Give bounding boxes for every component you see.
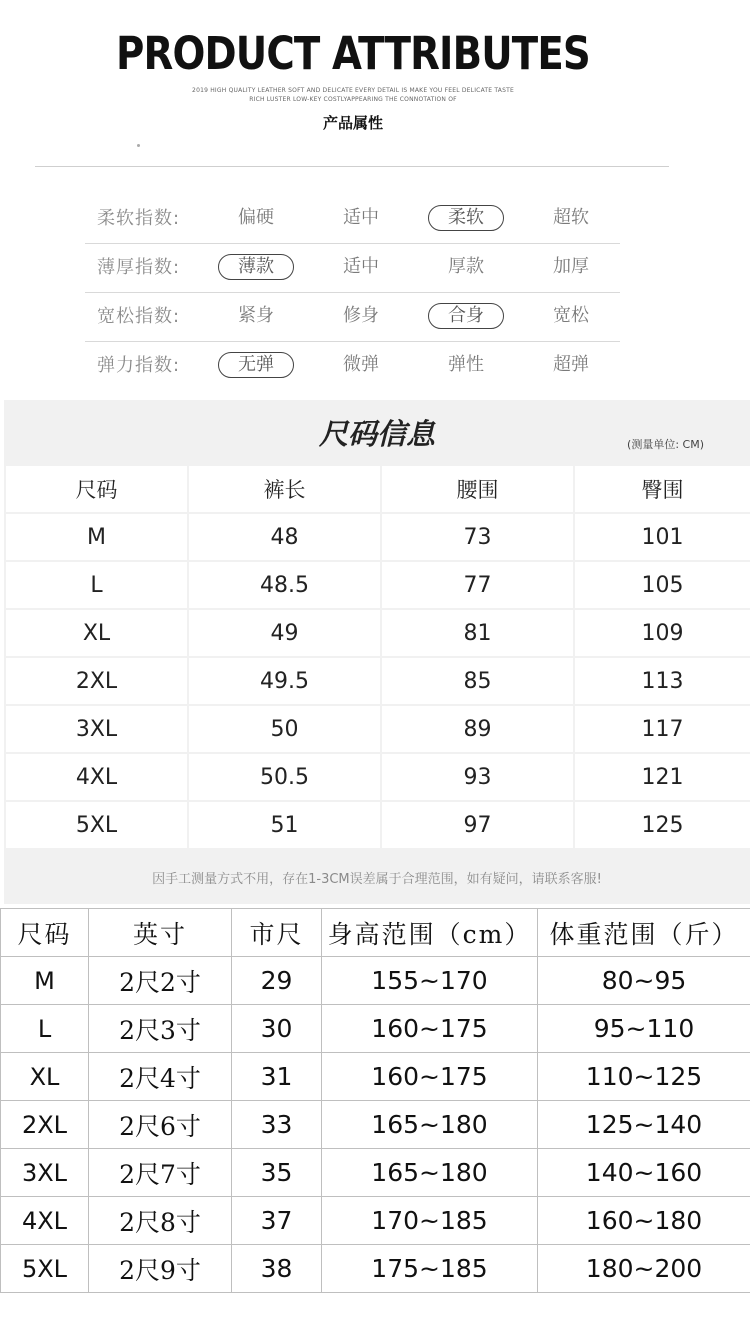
attribute-option: 适中: [343, 256, 379, 277]
table-cell: 33: [232, 1101, 322, 1149]
attribute-row-thickness: [85, 244, 620, 293]
attribute-option-selected: 薄款: [218, 254, 294, 280]
table-row: [5, 561, 750, 609]
table-cell: 3XL: [5, 705, 188, 753]
table-cell: XL: [5, 609, 188, 657]
table-row: [1, 957, 750, 1005]
table-cell: 37: [232, 1197, 322, 1245]
table-cell: 125~140: [538, 1101, 750, 1149]
table-row: [1, 1149, 750, 1197]
table-header-row: [1, 909, 750, 957]
table-cell: 2尺7寸: [89, 1149, 232, 1197]
table-row: [5, 801, 750, 849]
attribute-option-selected: 柔软: [428, 205, 504, 231]
table-cell: 155~170: [322, 957, 538, 1005]
table-cell: 50.5: [188, 753, 381, 801]
table-cell: 121: [574, 753, 750, 801]
attribute-option-selected: 合身: [428, 303, 504, 329]
attribute-option: 偏硬: [238, 207, 274, 228]
table-cell: 2XL: [1, 1101, 89, 1149]
size-info-title: 尺码信息: [318, 417, 435, 451]
attribute-label: 薄厚指数:: [97, 257, 181, 278]
table-row: [5, 657, 750, 705]
table-cell: 101: [574, 513, 750, 561]
subtitle-line-1: 2019 HIGH QUALITY LEATHER SOFT AND DELICATE EVERY DETAIL IS MAKE YOU FEEL DELICATE TASTE: [192, 87, 514, 94]
table-cell: 51: [188, 801, 381, 849]
attribute-option: 宽松: [553, 305, 589, 326]
table-cell: L: [1, 1005, 89, 1053]
attribute-option: 微弹: [343, 354, 379, 375]
size-info-section: [4, 400, 750, 904]
table-cell: 3XL: [1, 1149, 89, 1197]
table-cell: 49: [188, 609, 381, 657]
table-cell: 2尺4寸: [89, 1053, 232, 1101]
column-header: 英寸: [89, 909, 232, 957]
column-header: 尺码: [5, 465, 188, 513]
attribute-option: 加厚: [553, 256, 589, 277]
table-cell: 165~180: [322, 1101, 538, 1149]
table-row: [5, 513, 750, 561]
table-cell: 2尺8寸: [89, 1197, 232, 1245]
attribute-label: 弹力指数:: [97, 355, 181, 376]
decorative-dot: [137, 144, 140, 147]
attribute-option: 厚款: [448, 256, 484, 277]
table-row: [1, 1053, 750, 1101]
table-cell: 38: [232, 1245, 322, 1293]
table-cell: 77: [381, 561, 574, 609]
table-row: [1, 1197, 750, 1245]
table-cell: 73: [381, 513, 574, 561]
table-cell: 160~180: [538, 1197, 750, 1245]
divider: [35, 166, 669, 167]
attribute-row-fit: [85, 293, 620, 342]
column-header: 腰围: [381, 465, 574, 513]
attribute-option: 超软: [553, 207, 589, 228]
size-chart-table: [0, 908, 750, 1293]
table-cell: 2尺6寸: [89, 1101, 232, 1149]
attribute-option: 紧身: [238, 305, 274, 326]
table-cell: L: [5, 561, 188, 609]
table-cell: 50: [188, 705, 381, 753]
table-cell: 5XL: [1, 1245, 89, 1293]
column-header: 市尺: [232, 909, 322, 957]
column-header: 身高范围（cm）: [322, 909, 538, 957]
table-cell: 48: [188, 513, 381, 561]
table-row: [1, 1005, 750, 1053]
attribute-option: 弹性: [448, 354, 484, 375]
table-cell: 80~95: [538, 957, 750, 1005]
table-cell: 160~175: [322, 1053, 538, 1101]
table-cell: 105: [574, 561, 750, 609]
column-header: 臀围: [574, 465, 750, 513]
column-header: 裤长: [188, 465, 381, 513]
column-header: 尺码: [1, 909, 89, 957]
table-header-row: [5, 465, 750, 513]
table-cell: 170~185: [322, 1197, 538, 1245]
table-cell: 117: [574, 705, 750, 753]
table-cell: 2尺2寸: [89, 957, 232, 1005]
table-cell: M: [5, 513, 188, 561]
subtitle-line-2: RICH LUSTER LOW-KEY COSTLYAPPEARING THE CONNOTATION OF: [249, 96, 457, 103]
table-cell: 160~175: [322, 1005, 538, 1053]
table-cell: 89: [381, 705, 574, 753]
column-header: 体重范围（斤）: [538, 909, 750, 957]
page-title: PRODUCT ATTRIBUTES: [116, 27, 590, 80]
table-cell: M: [1, 957, 89, 1005]
table-row: [1, 1101, 750, 1149]
measurement-note: 因手工测量方式不用，存在1-3CM误差属于合理范围，如有疑问，请联系客服!: [152, 872, 602, 887]
attribute-label: 宽松指数:: [97, 306, 181, 327]
attribute-row-softness: [85, 195, 620, 244]
table-cell: XL: [1, 1053, 89, 1101]
table-cell: 4XL: [5, 753, 188, 801]
table-cell: 49.5: [188, 657, 381, 705]
table-row: [5, 705, 750, 753]
table-cell: 2尺9寸: [89, 1245, 232, 1293]
table-cell: 35: [232, 1149, 322, 1197]
table-cell: 81: [381, 609, 574, 657]
attribute-list: [85, 195, 620, 390]
attribute-option: 超弹: [553, 354, 589, 375]
table-row: [1, 1245, 750, 1293]
attribute-label: 柔软指数:: [97, 208, 181, 229]
table-cell: 140~160: [538, 1149, 750, 1197]
table-cell: 165~180: [322, 1149, 538, 1197]
unit-note: (测量单位: CM): [627, 438, 704, 451]
table-cell: 110~125: [538, 1053, 750, 1101]
attribute-option-selected: 无弹: [218, 352, 294, 378]
chinese-title: 产品属性: [322, 114, 383, 132]
table-cell: 29: [232, 957, 322, 1005]
table-cell: 180~200: [538, 1245, 750, 1293]
table-cell: 175~185: [322, 1245, 538, 1293]
size-measurement-table: [4, 464, 750, 850]
table-cell: 109: [574, 609, 750, 657]
attribute-option: 修身: [343, 305, 379, 326]
table-cell: 113: [574, 657, 750, 705]
table-cell: 30: [232, 1005, 322, 1053]
table-cell: 125: [574, 801, 750, 849]
table-cell: 31: [232, 1053, 322, 1101]
table-cell: 4XL: [1, 1197, 89, 1245]
attribute-row-elasticity: [85, 342, 620, 390]
table-cell: 95~110: [538, 1005, 750, 1053]
attribute-option: 适中: [343, 207, 379, 228]
table-cell: 5XL: [5, 801, 188, 849]
table-cell: 2尺3寸: [89, 1005, 232, 1053]
header: [0, 0, 750, 170]
table-cell: 85: [381, 657, 574, 705]
table-row: [5, 609, 750, 657]
table-cell: 48.5: [188, 561, 381, 609]
table-cell: 2XL: [5, 657, 188, 705]
table-cell: 97: [381, 801, 574, 849]
table-row: [5, 753, 750, 801]
table-cell: 93: [381, 753, 574, 801]
